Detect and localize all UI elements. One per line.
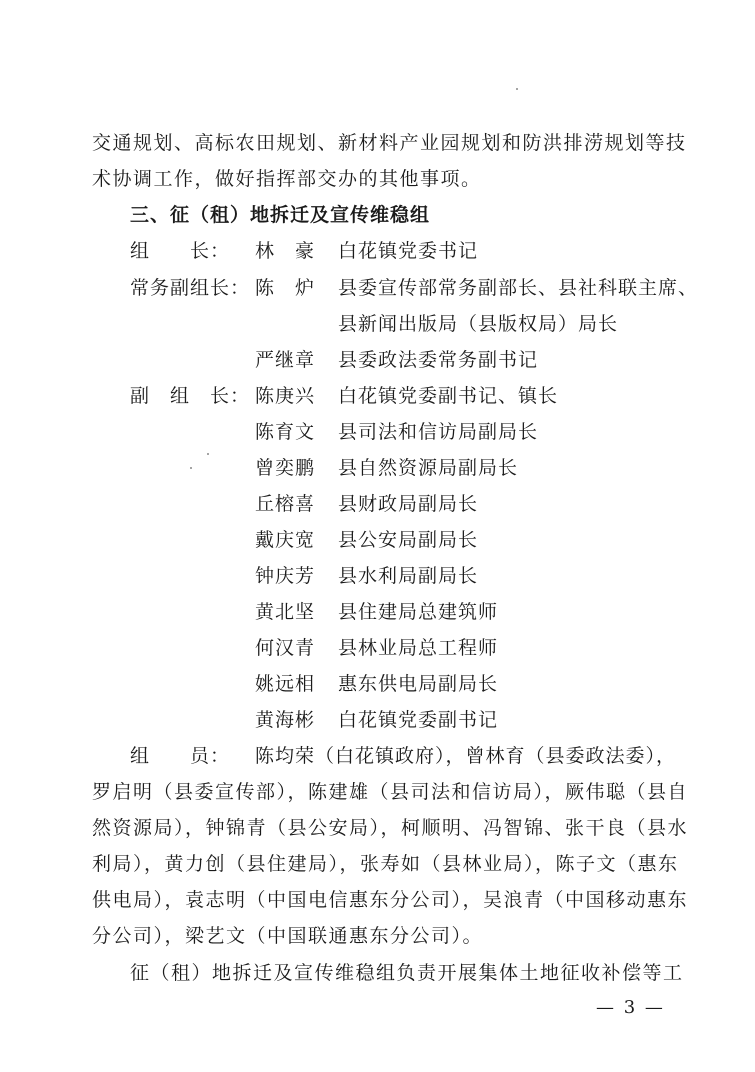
person-position: 县公安局副局长 bbox=[338, 529, 479, 551]
members-line: 供电局），袁志明（中国电信惠东分公司），吴浪青（中国移动惠东 bbox=[92, 889, 689, 911]
deputy-row bbox=[0, 669, 755, 699]
paragraph-line: 征（租）地拆迁及宣传维稳组负责开展集体土地征收补偿等工 bbox=[130, 962, 684, 984]
exec-deputy-row-cont bbox=[0, 309, 755, 339]
person-name: 林 豪 bbox=[255, 240, 316, 262]
deputy-row bbox=[0, 561, 755, 591]
person-name: 曾奕鹏 bbox=[255, 457, 316, 479]
person-name: 陈 炉 bbox=[255, 277, 316, 299]
person-position: 县委政法委常务副书记 bbox=[338, 349, 539, 371]
deputy-row bbox=[0, 489, 755, 519]
members-line: 然资源局），钟锦青（县公安局），柯顺明、冯智锦、张干良（县水 bbox=[92, 817, 689, 839]
role-label: 组 长： bbox=[130, 240, 231, 262]
person-name: 姚远相 bbox=[255, 673, 316, 695]
person-name: 陈庚兴 bbox=[255, 385, 316, 407]
person-name: 黄海彬 bbox=[255, 709, 316, 731]
deputy-row bbox=[0, 597, 755, 627]
paragraph-line: 交通规划、高标农田规划、新材料产业园规划和防洪排涝规划等技 bbox=[92, 132, 687, 154]
deputy-row bbox=[0, 381, 755, 411]
exec-deputy-row bbox=[0, 273, 755, 303]
person-position: 白花镇党委副书记、镇长 bbox=[338, 385, 559, 407]
deputy-row bbox=[0, 453, 755, 483]
person-position: 白花镇党委书记 bbox=[338, 240, 479, 262]
section-heading: 三、征（租）地拆迁及宣传维稳组 bbox=[130, 204, 431, 226]
scan-speck bbox=[207, 453, 209, 455]
person-position: 县林业局总工程师 bbox=[338, 637, 499, 659]
person-position: 惠东供电局副局长 bbox=[338, 673, 499, 695]
members-line: 分公司），梁艺文（中国联通惠东分公司）。 bbox=[92, 925, 484, 947]
deputy-row bbox=[0, 705, 755, 735]
person-name: 陈育文 bbox=[255, 421, 316, 443]
person-name: 丘榕喜 bbox=[255, 493, 316, 515]
person-position: 白花镇党委副书记 bbox=[338, 709, 499, 731]
scan-speck bbox=[190, 467, 192, 469]
person-position: 县财政局副局长 bbox=[338, 493, 479, 515]
page-number: — 3 — bbox=[596, 997, 665, 1018]
person-name: 黄北坚 bbox=[255, 601, 316, 623]
role-label: 常务副组长： bbox=[130, 277, 251, 299]
leader-row bbox=[0, 236, 755, 266]
members-line: 利局），黄力创（县住建局），张寿如（县林业局），陈子文（惠东 bbox=[92, 853, 679, 875]
person-name: 严继章 bbox=[255, 349, 316, 371]
role-label: 副 组 长： bbox=[130, 385, 251, 407]
person-name: 钟庆芳 bbox=[255, 565, 316, 587]
deputy-row bbox=[0, 417, 755, 447]
person-position: 县住建局总建筑师 bbox=[338, 601, 499, 623]
person-position: 县自然资源局副局长 bbox=[338, 457, 519, 479]
person-position: 县委宣传部常务副部长、县社科联主席、 bbox=[338, 277, 699, 299]
paragraph-line: 术协调工作，做好指挥部交办的其他事项。 bbox=[92, 168, 482, 190]
members-line: 陈均荣（白花镇政府），曾林育（县委政法委）， bbox=[255, 745, 677, 767]
person-name: 何汉青 bbox=[255, 637, 316, 659]
members-line: 罗启明（县委宣传部），陈建雄（县司法和信访局），厥伟聪（县自 bbox=[92, 781, 689, 803]
exec-deputy2-row bbox=[0, 345, 755, 375]
role-label: 组 员： bbox=[130, 745, 231, 767]
members-row bbox=[0, 741, 755, 771]
person-position: 县司法和信访局副局长 bbox=[338, 421, 539, 443]
deputy-row bbox=[0, 525, 755, 555]
person-position: 县新闻出版局（县版权局）局长 bbox=[338, 313, 619, 335]
deputy-row bbox=[0, 633, 755, 663]
scan-speck bbox=[516, 88, 518, 90]
person-name: 戴庆宽 bbox=[255, 529, 316, 551]
person-position: 县水利局副局长 bbox=[338, 565, 479, 587]
